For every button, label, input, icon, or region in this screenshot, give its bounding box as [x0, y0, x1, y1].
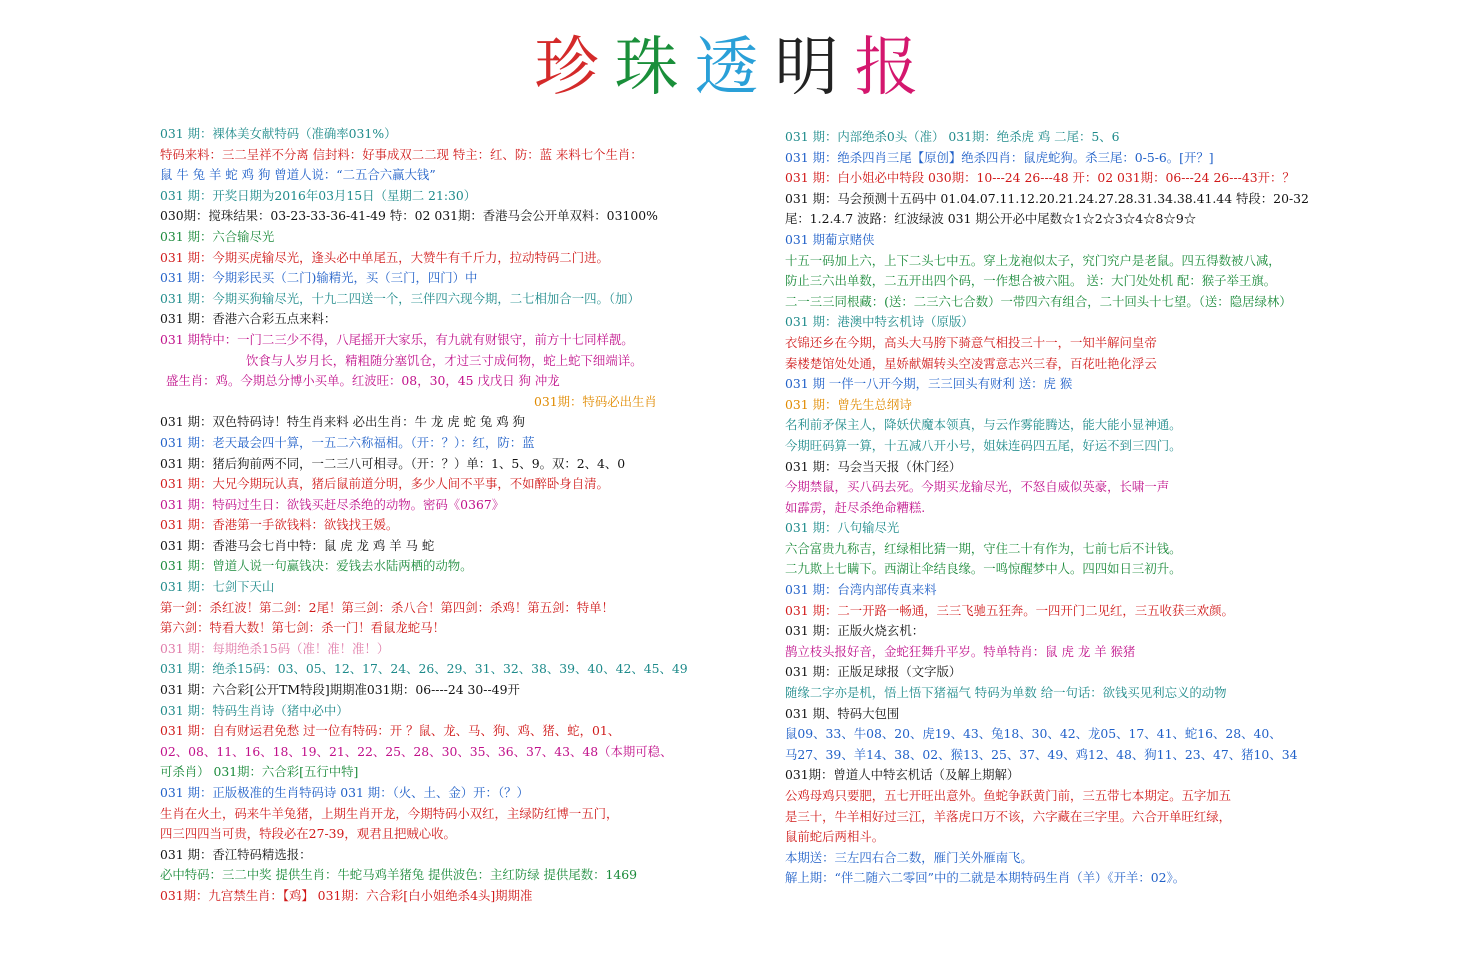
page-title	[0, 28, 1457, 108]
left-text-line: 031 期：曾道人说一句赢钱决：爱钱去水陆两栖的动物。	[160, 558, 473, 574]
left-text-line: 可杀肖） 031期：六合彩[五行中特]	[160, 764, 359, 780]
left-text-line: 031 期特中：一门二三少不得，八尾摇开大家乐，有九就有财银守，前方十七同样靓。	[160, 331, 634, 347]
right-text-line: 衣锦还乡在今期，高头大马胯下骑意气相投三十一，一知半解问皇帝	[785, 334, 1157, 350]
left-text-line: 盛生肖：鸡。今期总分博小买单。红波旺：08，30，45 戊戊日 狗 冲龙	[166, 373, 560, 389]
right-text-line: 马27、39、羊14、38、02、猴13、25、37、49、鸡12、48、狗11、23、47、猪10、34	[785, 746, 1298, 762]
right-text-line: 今期旺码算一算，十五减八开小号，姐妹连码四五尾，好运不到三四门。	[785, 437, 1182, 453]
left-text-line: 031 期：今期彩民买（二门)输精光，买（三门，四门）中	[160, 270, 478, 286]
right-text-line: 防止三六出单数，二五开出四个码，一作想合被六阻。 送：大门处处机 配：猴子举王旗。	[785, 273, 1277, 289]
left-column	[160, 124, 760, 907]
left-text-line: 031 期：今期买狗输尽光，十九二四送一个，三伴四六现今期，二七相加合一四。（加）	[160, 290, 640, 306]
left-text-line: 031 期：特码过生日：欲钱买赶尽杀绝的动物。密码《0367》	[160, 496, 505, 512]
left-text-line: 031 期：七剑下天山	[160, 579, 275, 595]
right-text-line: 031 期：二一开路一畅通，三三飞驰五狂奔。一四开门二见红，三五收获三欢颜。	[785, 602, 1234, 618]
left-text-line: 031 期：正版极准的生肖特码诗 031 期：（火、土、金）开：（？）	[160, 785, 529, 800]
right-text-line: 031 期：正版足球报（文字版）	[785, 664, 962, 680]
right-text-line: 031 期：正版火烧玄机：	[785, 623, 925, 639]
left-text-line: 031 期：香江特码精选报：	[160, 846, 312, 862]
left-text-line: 031 期：裸体美女献特码（准确率031%）	[160, 126, 397, 141]
title-char: 珍	[534, 31, 603, 105]
right-text-line: 二一三三同根藏：(送：二三六七合数）一带四六有组合，二十回头十七望。（送：隐居绿林）	[785, 293, 1292, 309]
right-column	[785, 127, 1425, 889]
left-text-line: 031 期：猪后狗前两不同，一二三八可相寻。（开：？）单：1、5、9。双：2、4、0	[160, 455, 626, 471]
left-text-line: 四三四四当可贵，特段必在27-39，观君且把贼心收。	[160, 826, 456, 842]
left-text-line: 031期：特码必出生肖	[534, 393, 657, 409]
right-text-line: 031 期 一伴一八开今期，三三回头有财利 送：虎 猴	[785, 376, 1073, 392]
left-text-line: 031 期：双色特码诗！特生肖来料 必出生肖：牛 龙 虎 蛇 兔 鸡 狗	[160, 414, 525, 430]
left-text-line: 031 期：每期绝杀15码（准！准！准！）	[160, 640, 390, 656]
right-text-line: 名利前矛保主人，降妖伏魔本领真，与云作雾能腾达，能大能小显神通。	[785, 417, 1182, 433]
left-text-line: 鼠 牛 兔 羊 蛇 鸡 狗 曾道人说：“二五合六赢大钱”	[160, 167, 436, 183]
left-text-line: 031 期：绝杀15码：03、05、12、17、24、26、29、31、32、38、39、40、42、45、49	[160, 661, 688, 677]
left-text-line: 031 期：开奖日期为2016年03月15日（星期二 21:30）	[160, 187, 477, 203]
left-text-line: 031 期：香港马会七肖中特：鼠 虎 龙 鸡 羊 马 蛇	[160, 537, 435, 553]
title-char: 珠	[614, 31, 683, 105]
left-text-line: 031 期：六合输尽光	[160, 228, 275, 244]
left-text-line: 031期：九宫禁生肖：【鸡】 031期：六合彩[白小姐绝杀4头]期期准	[160, 887, 533, 903]
right-text-line: 031 期葡京赌侠	[785, 231, 875, 247]
left-text-line: 031 期：六合彩[公开TM特段]期期准031期：06----24 30--49开	[160, 682, 520, 698]
left-text-line: 030期：搅珠结果：03-23-33-36-41-49 特：02 031期：香港马会公开单双料：03100%	[160, 208, 658, 224]
left-text-line: 031 期：香港六合彩五点来料：	[160, 311, 337, 327]
left-text-line: 031 期：老天最会四十算，一五二六称福相。（开：？）：红，防：蓝	[160, 434, 535, 450]
left-text-line: 第一剑：杀红波！第二剑：2尾！第三剑：杀八合！第四剑：杀鸡！第五剑：特单！	[160, 599, 614, 615]
right-text-line: 鼠前蛇后两相斗。	[785, 829, 885, 845]
left-text-line: 031 期：大兄今期玩认真，猪后鼠前道分明，多少人间不平事，不如醉卧身自清。	[160, 476, 609, 492]
left-text-line: 特码来料：三二呈祥不分离 信封料：好事成双二二现 特主：红、防：蓝 来料七个生肖：	[160, 146, 643, 162]
right-text-line: 十五一码加上六，上下二头七中五。穿上龙袍似太子，究门究户是老鼠。四五得数被八减，	[785, 252, 1281, 268]
right-text-line: 031 期：曾先生总纲诗	[785, 396, 912, 412]
right-text-line: 如霹雳，赶尽杀绝命糟糕.	[785, 499, 926, 515]
left-text-line: 031 期：今期买虎输尽光，逢头必中单尾五，大赞牛有千斤力，拉动特码二门进。	[160, 249, 609, 265]
right-text-line: 二九欺上七瞒下。西湖让伞结良缘。一鸣惊醒梦中人。四四如日三初升。	[785, 561, 1182, 577]
right-text-line: 031 期：八句输尽光	[785, 520, 900, 536]
right-text-line: 031 期：马会当天报（休门经）	[785, 458, 962, 474]
left-text-line: 031 期：香港第一手欲钱料：欲钱找王媛。	[160, 517, 399, 533]
right-text-line: 六合富贵九称吉，红绿相比猜一期，守住二十有作为，七前七后不计钱。	[785, 540, 1182, 556]
right-text-line: 是三十，牛羊相好过三江，羊落虎口万不该，六字藏在三字里。六合开单旺红绿，	[785, 808, 1232, 824]
left-text-line: 必中特码：三二中奖 提供生肖：牛蛇马鸡羊猪兔 提供波色：主红防绿 提供尾数：1469	[160, 867, 638, 883]
left-text-line: 02、08、11、16、18、19、21、22、25、28、30、35、36、37、43、48（本期可稳、	[160, 743, 673, 759]
title-char: 透	[694, 31, 763, 105]
left-text-line: 饮食与人岁月长，精粗随分塞饥仓，才过三寸成何物，蛇上蛇下细端详。	[246, 352, 643, 368]
right-text-line: 031 期：台湾内部传真来料	[785, 582, 937, 598]
title-char: 明	[774, 31, 843, 105]
right-text-line: 本期送：三左四右合二数，雁门关外雁南飞。	[785, 849, 1033, 865]
right-text-line: 公鸡母鸡只要肥，五七开旺出意外。鱼蛇争跃黄门前，三五带七本期定。五字加五	[785, 788, 1232, 803]
right-text-line: 031 期：绝杀四肖三尾【原创】绝杀四肖：鼠虎蛇狗。杀三尾：0-5-6。[开？]	[785, 149, 1214, 165]
right-text-line: 鼠09、33、牛08、20、虎19、43、兔18、30、42、龙05、17、41、蛇16、28、40、	[785, 726, 1282, 742]
right-text-line: 秦楼楚馆处处通，星娇献媚转头空凌霄意志兴三春，百花吐艳化浮云	[785, 355, 1157, 371]
left-text-line: 031 期：特码生肖诗（猪中必中）	[160, 702, 349, 718]
right-text-line: 今期禁鼠，买八码去死。今期买龙输尽光，不怒自威似英豪，长啸一声	[785, 479, 1170, 495]
right-text-line: 031 期：内部绝杀0头（准） 031期：绝杀虎 鸡 二尾：5、6	[785, 129, 1120, 144]
right-text-line: 031期：曾道人中特玄机话（及解上期解）	[785, 767, 1020, 783]
right-text-line: 031 期、特码大包围	[785, 705, 900, 721]
right-text-line: 解上期：“伴二随六二零回”中的二就是本期特码生肖（羊）《开羊：02》。	[785, 870, 1186, 886]
right-text-line: 031 期：马会预测十五码中 01.04.07.11.12.20.21.24.27.28.31.34.38.41.44 特段：20-32	[785, 190, 1309, 206]
right-text-line: 031 期：港澳中特玄机诗（原版）	[785, 314, 974, 330]
left-text-line: 第六剑：特看大数！第七剑：杀一门！看鼠龙蛇马！	[160, 620, 445, 636]
title-char: 报	[854, 31, 923, 105]
right-text-line: 鹊立枝头报好音，金蛇狂舞升平岁。特单特肖：鼠 虎 龙 羊 猴猪	[785, 643, 1136, 659]
right-text-line: 随缘二字亦是机，悟上悟下猪福气 特码为单数 给一句话：欲钱买见利忘义的动物	[785, 685, 1227, 701]
left-text-line: 生肖在火土，码来牛羊兔猪，上期生肖开龙，今期特码小双红，主绿防红博一五门，	[160, 805, 619, 821]
right-text-line: 尾：1.2.4.7 波路：红波绿波 031 期公开必中尾数☆1☆2☆3☆4☆8☆9☆	[785, 211, 1197, 227]
right-text-line: 031 期：白小姐必中特段 030期：10---24 26---48 开：02 031期：06---24 26---43开：？	[785, 170, 1295, 186]
left-text-line: 031 期：自有财运君免愁 过一位有特码：开 ？鼠、龙、马、狗、鸡、猪、蛇，01、	[160, 723, 621, 739]
